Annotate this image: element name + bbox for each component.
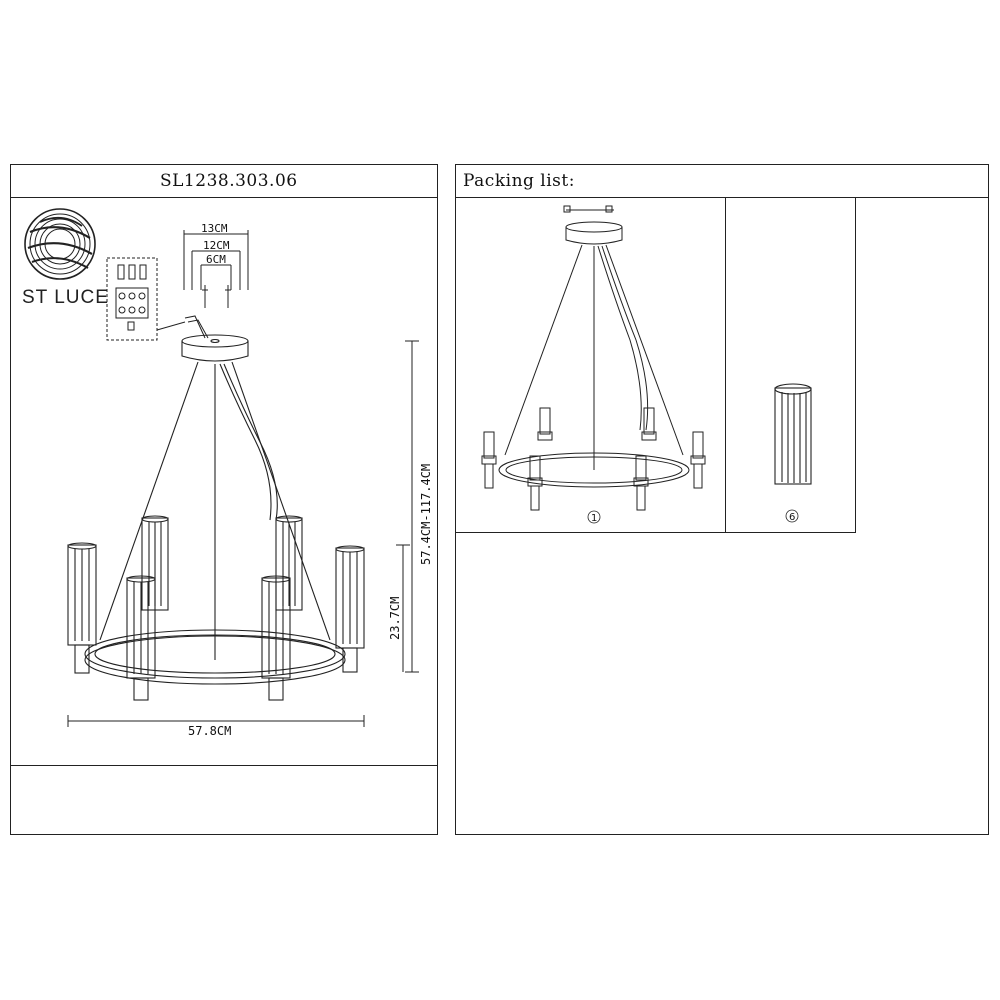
- dim-height-range: 57.4CM-117.4CM: [419, 463, 433, 565]
- packing-item-6-drawing: [775, 384, 811, 484]
- model-title: SL1238.303.06: [160, 171, 298, 191]
- item-6-number: 6: [789, 512, 796, 523]
- brand-name: ST LUCE: [22, 287, 109, 308]
- packing-item-1-drawing: [482, 206, 705, 510]
- dimension-lines: [68, 341, 419, 727]
- brand-logo: [22, 209, 109, 308]
- lamp-outer-left: [68, 543, 96, 673]
- item-1-number: 1: [591, 513, 598, 524]
- dim-overall-width: 57.8CM: [188, 724, 232, 738]
- dim-shade-height: 23.7CM: [388, 596, 402, 640]
- dim-mid-width: 12CM: [203, 239, 230, 252]
- dim-inner-width: 6CM: [206, 253, 226, 266]
- terminal-block-detail: [107, 258, 208, 340]
- packing-list-title: Packing list:: [463, 171, 575, 191]
- lamp-back-right: [276, 516, 302, 610]
- dim-top-width: 13CM: [201, 222, 228, 235]
- swirl-logo-icon: [25, 209, 95, 279]
- chandelier-drawing: [68, 335, 364, 700]
